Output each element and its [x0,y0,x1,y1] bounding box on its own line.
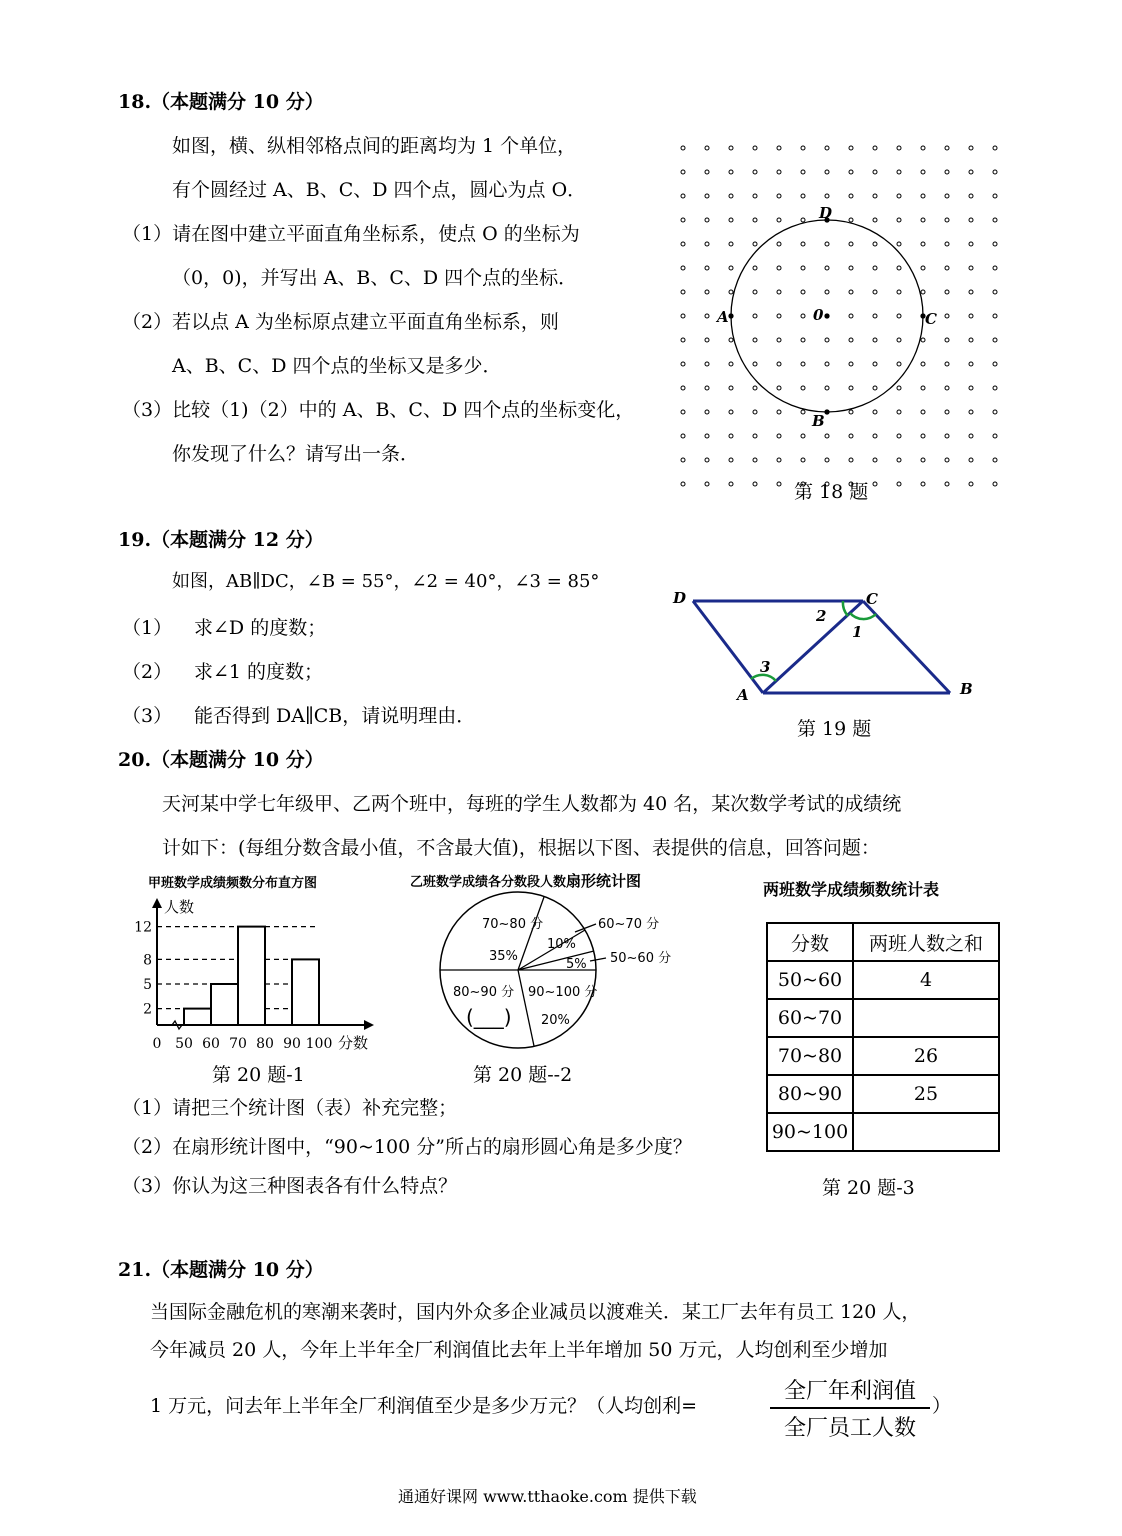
q18-line: （1）请在图中建立平面直角坐标系，使点 O 的坐标为 [122,223,580,245]
q19-item: 能否得到 DA∥CB，请说明理由． [194,705,476,727]
pie-label: 20% [541,1013,570,1028]
table-row [767,1037,999,1075]
q19-header: 19.（本题满分 12 分） [118,529,324,551]
y-tick-label: 2 [143,1001,152,1018]
label-o: 0 [813,306,824,324]
histogram-title: 甲班数学成绩频数分布直方图 [148,876,318,891]
pie-title-a: 乙班数学成绩各分数段人数 [410,875,567,890]
label-a: A [737,686,749,704]
table-row [767,961,999,999]
label-c: C [925,310,937,328]
table-header-cell: 两班人数之和 [853,923,999,961]
label-c: C [866,590,878,608]
pie-label: 90~100 分 [528,985,598,1000]
label-b: B [960,680,973,698]
q21-line: 1 万元，问去年上半年全厂利润值至少是多少万元？（人均创利= [150,1395,698,1417]
q20-question: （1）请把三个统计图（表）补充完整； [122,1097,458,1119]
q21-line: 当国际金融危机的寒潮来袭时，国内外众多企业减员以渡难关．某工厂去年有员工 120 人， [150,1301,921,1323]
pie-title-b: 扇形统计图 [566,872,642,890]
x-axis-label: 分数 [338,1034,369,1052]
pie-label: 50~60 分 [610,951,672,966]
pie-label: 70~80 分 [482,917,544,932]
q20-header: 20.（本题满分 10 分） [118,749,324,771]
label-angle-2: 2 [816,607,827,625]
pie-label: 80~90 分 [453,985,515,1000]
q19-item: 求∠D 的度数； [194,617,327,639]
x-tick-label: 60 [202,1036,220,1052]
table-cell: 80~90 [767,1075,853,1113]
q18-header: 18.（本题满分 10 分） [118,91,324,113]
q18-line: （2）若以点 A 为坐标原点建立平面直角坐标系，则 [122,311,559,333]
y-axis-label: 人数 [164,898,195,916]
table-cell: 90~100 [767,1113,853,1151]
footer-text: 通通好课网 www.tthaoke.com 提供下载 [398,1487,697,1506]
q20-line: 计如下：(每组分数含最小值，不含最大值)，根据以下图、表提供的信息，回答问题： [162,837,880,859]
pie-blank: (___) [466,1005,512,1029]
table-cell: 50~60 [767,961,853,999]
label-b: B [812,412,825,430]
q20-question: （3）你认为这三种图表各有什么特点？ [122,1175,458,1197]
label-d: D [819,204,833,222]
pie-caption: 第 20 题--2 [473,1064,573,1086]
table-caption: 第 20 题-3 [822,1177,915,1199]
x-tick-label: 70 [229,1036,247,1052]
q18-line: 你发现了什么？请写出一条． [172,443,420,465]
fraction-formula [770,1374,930,1442]
q18-line: 如图，横、纵相邻格点间的距离均为 1 个单位， [172,135,577,157]
q20-question: （2）在扇形统计图中，“90~100 分”所占的扇形圆心角是多少度？ [122,1136,692,1158]
q19-line: 如图，AB∥DC，∠B = 55°，∠2 = 40°，∠3 = 85° [172,571,600,592]
x-tick-label: 100 [305,1036,333,1052]
label-d: D [673,589,687,607]
x-tick-label: 50 [175,1036,193,1052]
label-angle-3: 3 [760,658,771,676]
y-tick-label: 8 [143,952,152,969]
q18-line: 有个圆经过 A、B、C、D 四个点，圆心为点 O． [172,179,587,201]
label-a: A [717,308,729,326]
close-paren: ） [932,1395,952,1417]
table-cell: 26 [853,1037,999,1075]
q18-caption: 第 18 题 [794,481,869,503]
q18-line: （3）比较（1)（2）中的 A、B、C、D 四个点的坐标变化， [122,399,635,421]
table-cell: 25 [853,1075,999,1113]
q19-item: 求∠1 的度数； [194,661,324,683]
q18-line: A、B、C、D 四个点的坐标又是多少． [172,355,502,377]
pie-label: 10% [547,937,576,952]
table-row [767,1075,999,1113]
q19-item-num: （1） [122,617,173,639]
frequency-table [766,922,1000,1152]
histogram-caption: 第 20 题-1 [212,1064,305,1086]
table-cell: 70~80 [767,1037,853,1075]
q18-line: （0，0)，并写出 A、B、C、D 四个点的坐标． [172,267,578,289]
q19-caption: 第 19 题 [797,718,872,740]
pie-label: 35% [489,949,518,964]
table-cell [853,1113,999,1151]
pie-label: 5% [566,957,587,972]
y-tick-label: 12 [134,919,152,936]
q21-header: 21.（本题满分 10 分） [118,1259,324,1281]
table-header-row [767,923,999,961]
q21-line: 今年减员 20 人，今年上半年全厂利润值比去年上半年增加 50 万元，人均创利至少增加 [150,1339,888,1361]
q19-item-num: （2） [122,661,173,683]
y-tick-label: 5 [143,977,152,993]
pie-label: 60~70 分 [598,917,660,932]
table-cell [853,999,999,1037]
x-tick-label: 90 [283,1036,301,1052]
table-cell: 4 [853,961,999,999]
fraction-numerator: 全厂年利润值 [770,1374,930,1409]
fraction-denominator: 全厂员工人数 [783,1416,916,1441]
table-row [767,1113,999,1151]
table-title: 两班数学成绩频数统计表 [763,880,940,899]
x-tick-label: 0 [152,1036,162,1052]
label-angle-1: 1 [852,623,863,641]
q20-line: 天河某中学七年级甲、乙两个班中，每班的学生人数都为 40 名，某次数学考试的成绩统 [162,793,902,815]
x-tick-label: 80 [256,1036,274,1052]
q19-item-num: （3） [122,705,173,727]
table-cell: 60~70 [767,999,853,1037]
table-row [767,999,999,1037]
table-header-cell: 分数 [767,923,853,961]
